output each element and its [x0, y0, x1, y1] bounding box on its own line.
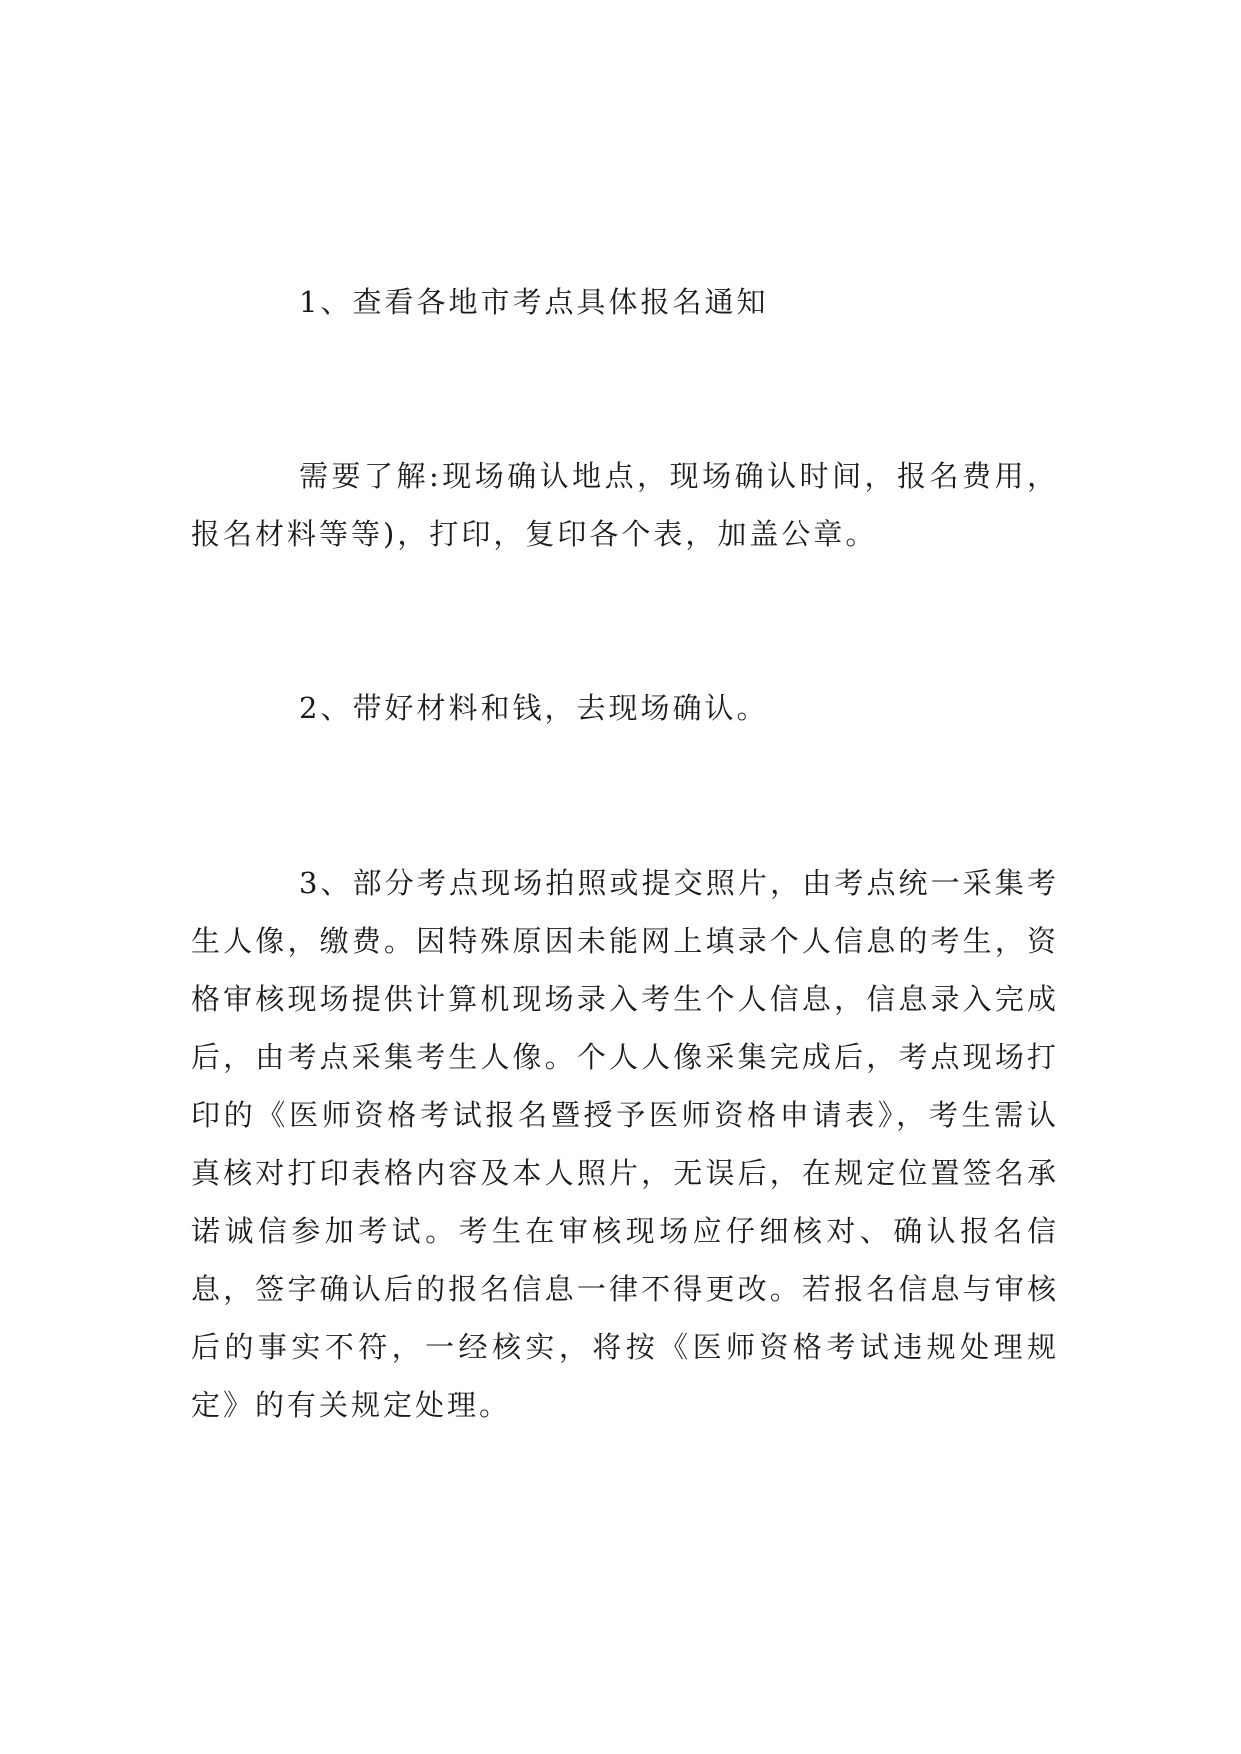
- paragraph-step-3: 3、部分考点现场拍照或提交照片，由考点统一采集考生人像，缴费。因特殊原因未能网上填录个人信息的考生，资格审核现场提供计算机现场录入考生个人信息，信息录入完成后，由考点采集考生人像。个人人像采集完成后，考点现场打印的《医师资格考试报名暨授予医师资格申请表》，考生需认真核对打印表格内容及本人照片，无误后，在规定位置签名承诺诚信参加考试。考生在审核现场应仔细核对、确认报名信息，签字确认后的报名信息一律不得更改。若报名信息与审核后的事实不符，一经核实，将按《医师资格考试违规处理规定》的有关规定处理。: [191, 866, 1059, 1422]
- paragraph-step-1: 1、查看各地市考点具体报名通知: [299, 285, 769, 319]
- paragraph-requirements: 需要了解:现场确认地点，现场确认时间，报名费用，报名材料等等)，打印，复印各个表，加盖公章。: [191, 459, 1059, 551]
- paragraph-step-2: 2、带好材料和钱，去现场确认。: [299, 691, 769, 725]
